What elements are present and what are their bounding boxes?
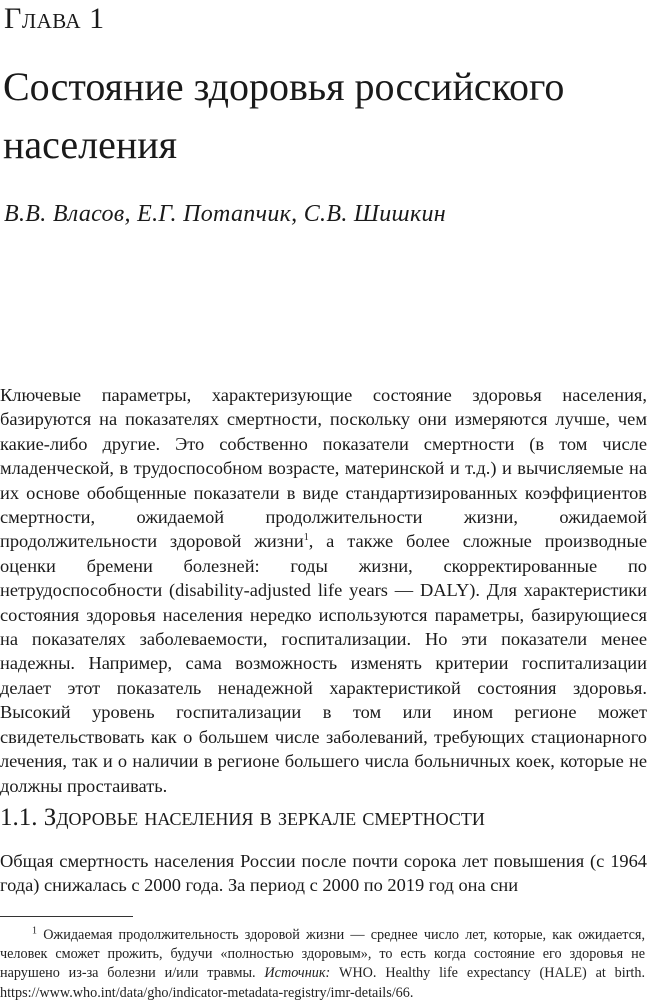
chapter-title: Состояние здоровья российского населения <box>3 64 565 167</box>
section-heading <box>0 801 650 835</box>
footnote-text-part-1: Ожидаемая продолжительность здоровой жизни — среднее число лет, которые, как ожидается, человек сможет прожить, будучи «полностью здоровым», то есть когда состояние его здоровья не нарушено из-за болезни и/или травмы. <box>0 927 645 982</box>
footnote-divider <box>0 916 133 917</box>
section-title: Здоровье населения в зеркале смертности <box>43 804 485 831</box>
intro-paragraph <box>0 383 647 798</box>
section-paragraph: Общая смертность населения России после почти сорока лет повышения (с 1964 года) снижалась с 2000 года. За период с 2000 по 2019 год она сни <box>0 851 647 896</box>
intro-text-part-2: , а также более сложные производные оценки бремени болезней: годы жизни, скорректированные по нетрудоспособности (disability-adjusted life years — DALY). Для характеристики состояния здоровья населения нередко используются параметры, базирующиеся на показателях заболеваемости, госпитализации. Но эти показатели менее надежны. Например, сама возможность изменять критерии госпитализации делает этот показатель ненадежной характеристикой состояния здоровья. Высокий уровень госпитализации в том или ином регионе может свидетельствовать как о большем числе заболеваний, требующих стационарного лечения, так и о наличии в регионе большего числа больничных коек, которые не должны простаивать. <box>0 531 647 796</box>
footnote-text-part-2: WHO. Healthy life expectancy (HALE) at birth. https://www.who.int/data/gho/indicator-metadata-registry/imr-details/66. <box>0 965 646 1001</box>
footnote <box>0 926 645 1003</box>
footnote-source-label: Источник: <box>264 965 331 982</box>
chapter-label: Глава 1 <box>4 2 105 35</box>
section-number: 1.1. <box>0 804 38 831</box>
footnote-number: 1 <box>32 925 37 937</box>
footnote-reference[interactable]: 1 <box>303 532 309 544</box>
intro-text-part-1: Ключевые параметры, характеризующие состояние здоровья населения, базируются на показателях смертности, поскольку они измеряются лучше, чем какие-либо другие. Это собственно показатели смертности (в том числе младенческой, в трудоспособном возрасте, материнской и т.д.) и вычисляемые на их основе обобщенные показатели в виде стандартизированных коэффициентов смертности, ожидаемой продолжительности жизни, ожидаемой продолжительности здоровой жизни <box>0 385 647 552</box>
chapter-authors: В.В. Власов, Е.Г. Потапчик, С.В. Шишкин <box>4 201 447 227</box>
